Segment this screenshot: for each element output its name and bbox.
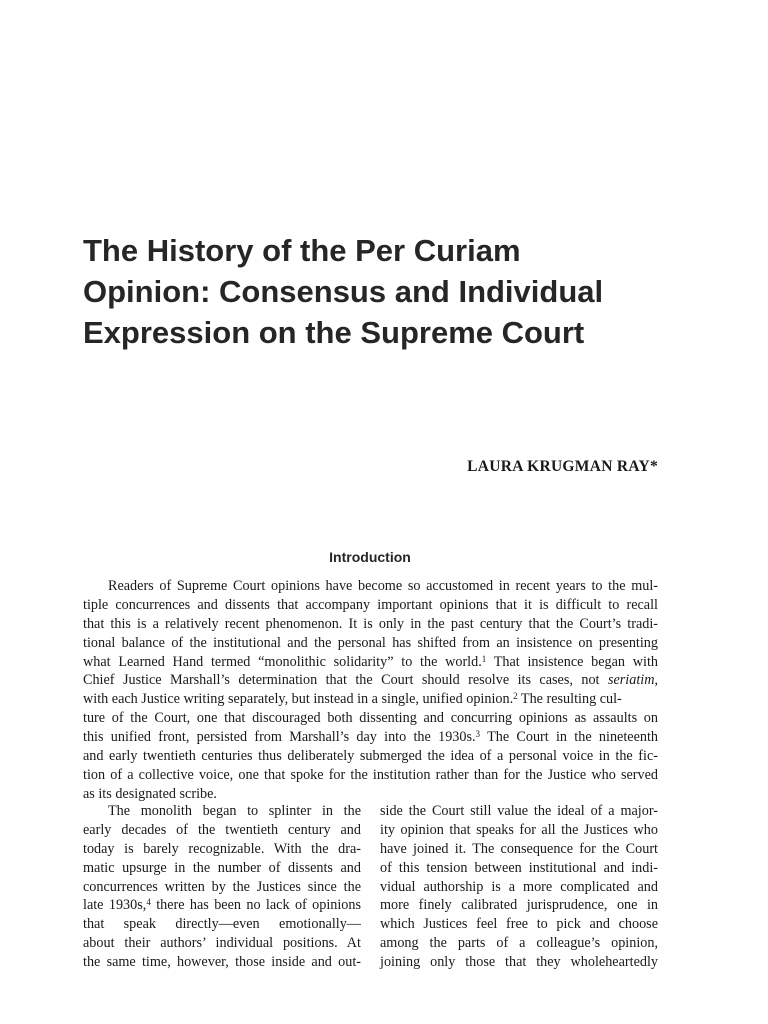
- text-line: which Justices feel free to pick and choose: [380, 916, 658, 933]
- text-run: late 1930s,: [83, 897, 147, 914]
- italic-term: seriatim: [607, 672, 655, 689]
- text-line: about their authors’ individual positions. At: [83, 935, 361, 952]
- text-run: this unified front, persisted from Marshall’s day into the 1930s.: [83, 729, 476, 746]
- text-line: [83, 690, 658, 709]
- text-run: there has been no lack of opinions: [150, 897, 362, 914]
- footnote-ref[interactable]: 2: [513, 691, 518, 702]
- section-heading: Introduction: [329, 549, 411, 565]
- text-line: among the parts of a colleague’s opinion,: [380, 935, 658, 952]
- author-byline: LAURA KRUGMAN RAY*: [467, 458, 658, 475]
- text-line: ity opinion that speaks for all the Justices who: [380, 821, 658, 838]
- text-run: ,: [654, 672, 658, 689]
- text-line: and early twentieth centuries thus deliberately submerged the idea of a personal voice in the fic-: [83, 748, 658, 765]
- right-column: [380, 802, 658, 972]
- text-line: that speak directly—even emotionally—: [83, 916, 361, 933]
- text-line: today is barely recognizable. With the dra-: [83, 840, 361, 857]
- text-run: Chief Justice Marshall’s determination that the Court should resolve its cases, not: [83, 672, 608, 689]
- text-line: tiple concurrences and dissents that accompany important opinions that it is difficult to recall: [83, 596, 658, 613]
- text-line: tional balance of the institutional and the personal has shifted from an insistence on presenting: [83, 634, 658, 651]
- text-line: more finely calibrated jurisprudence, one in: [380, 897, 658, 914]
- text-line: the same time, however, those inside and out-: [83, 954, 361, 971]
- text-line: side the Court still value the ideal of a major-: [380, 803, 658, 819]
- footnote-ref[interactable]: 3: [475, 729, 481, 740]
- text-run: The resulting cul-: [517, 691, 622, 708]
- title-line: Expression on the Supreme Court: [83, 315, 585, 350]
- text-line: vidual authorship is a more complicated and: [380, 878, 658, 895]
- text-run: That insistence began with: [486, 653, 658, 670]
- text-run: The Court in the nineteenth: [480, 729, 659, 746]
- text-line: [83, 671, 658, 690]
- text-line: ture of the Court, one that discouraged both dissenting and concurring opinions as assaults on: [83, 710, 658, 727]
- text-line: [83, 653, 658, 672]
- text-line: [83, 728, 658, 747]
- text-line: matic upsurge in the number of dissents and: [83, 859, 361, 876]
- text-line: have joined it. The consequence for the Court: [380, 840, 658, 857]
- text-line: of this tension between institutional and indi-: [380, 859, 658, 876]
- text-line: Readers of Supreme Court opinions have become so accustomed in recent years to the mul-: [108, 578, 658, 594]
- text-line: tion of a collective voice, one that spoke for the institution rather than for the Justice who served: [83, 766, 658, 783]
- left-column: [83, 802, 361, 972]
- text-line: [83, 896, 361, 915]
- text-run: what Learned Hand termed “monolithic solidarity” to the world.: [83, 653, 482, 670]
- text-line: joining only those that they wholeheartedly: [380, 954, 658, 971]
- intro-paragraph: [83, 577, 658, 804]
- footnote-ref[interactable]: 1: [481, 653, 487, 664]
- text-run: with each Justice writing separately, but instead in a single, unified opinion.: [83, 691, 514, 708]
- text-line: concurrences written by the Justices since the: [83, 878, 361, 895]
- text-line: as its designated scribe.: [83, 785, 217, 802]
- text-line: that this is a relatively recent phenomenon. It is only in the past century that the Court’s tradi-: [83, 615, 658, 632]
- article-title: [83, 230, 703, 353]
- text-line: early decades of the twentieth century and: [83, 821, 361, 838]
- footnote-ref[interactable]: 4: [146, 897, 151, 908]
- text-line: The monolith began to splinter in the: [108, 803, 361, 819]
- title-line: The History of the Per Curiam: [83, 233, 521, 268]
- title-line: Opinion: Consensus and Individual: [83, 274, 604, 309]
